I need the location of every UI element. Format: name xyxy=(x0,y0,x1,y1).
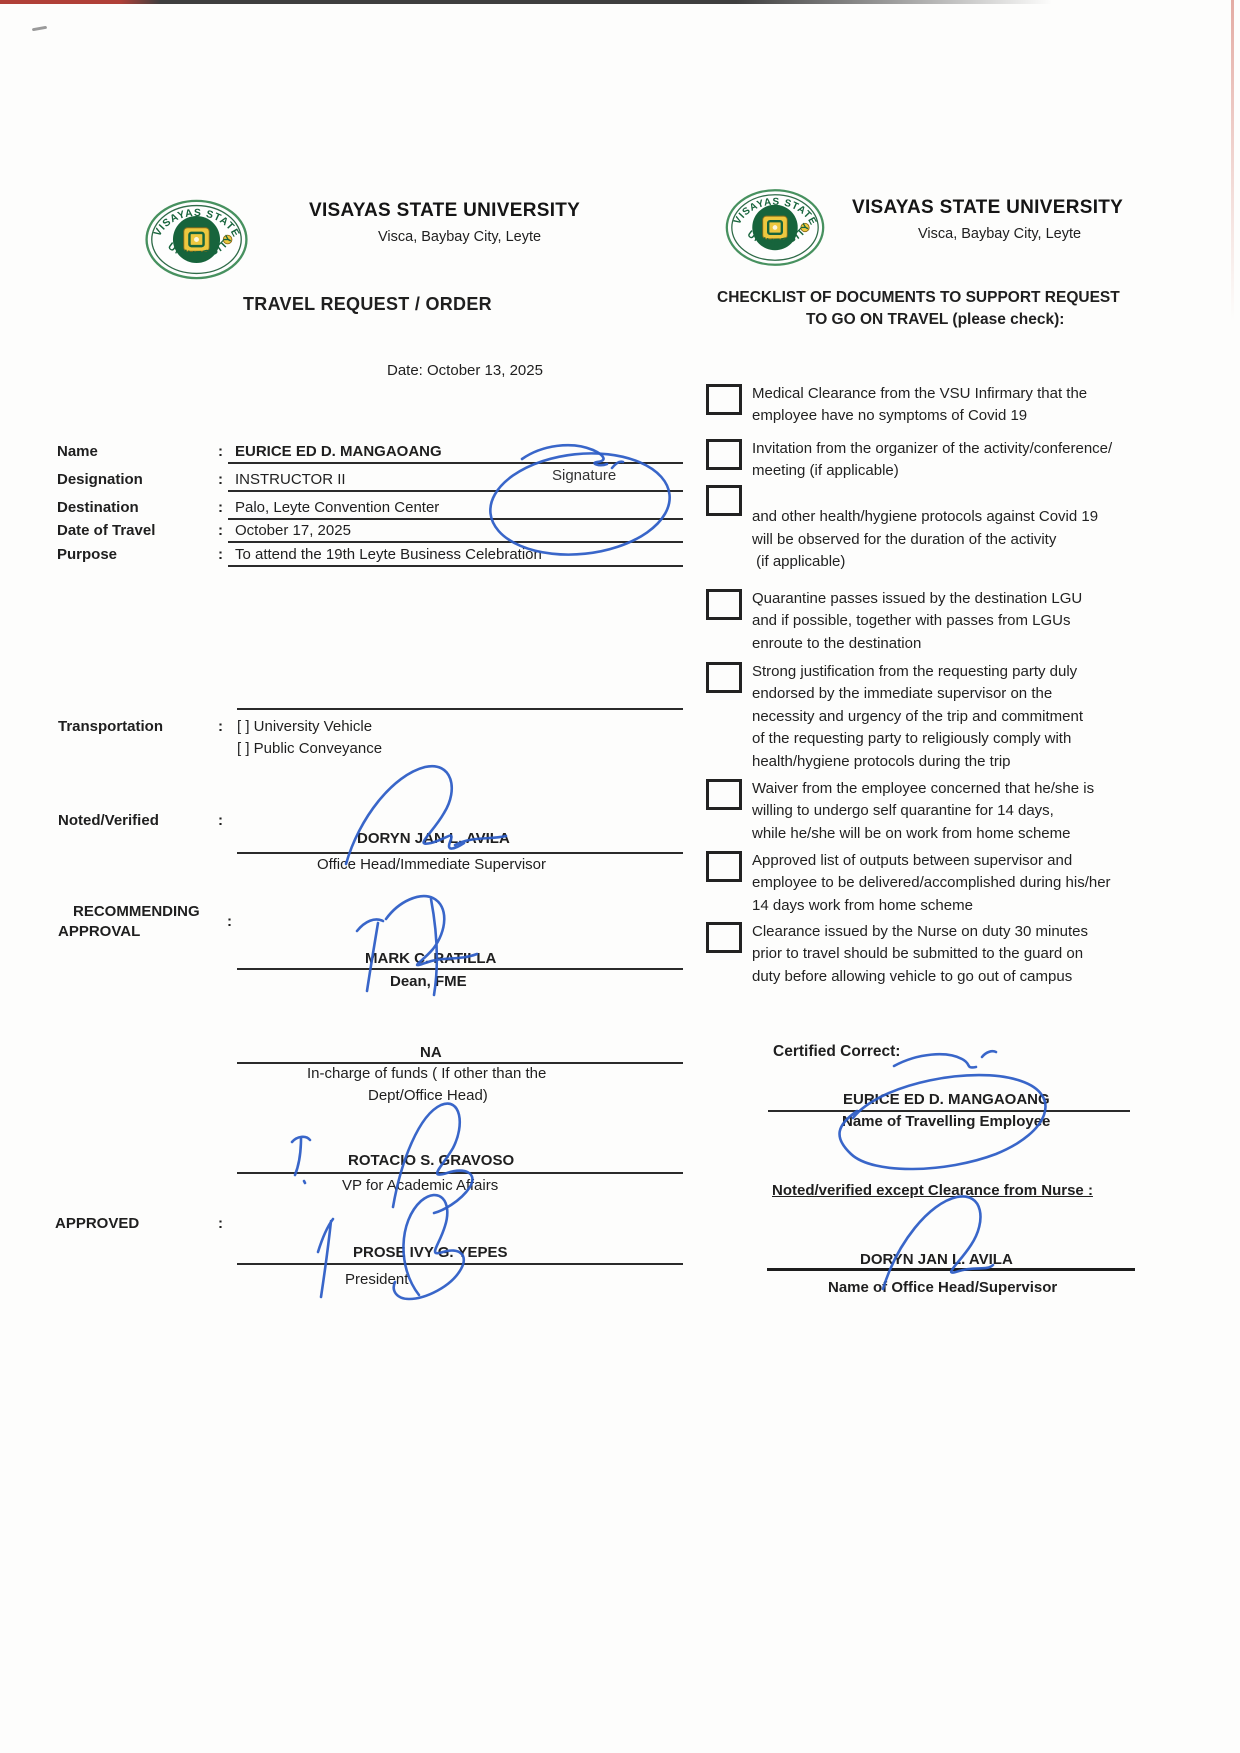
recommending-role: Dean, FME xyxy=(390,973,467,990)
noted-verified-label: Noted/Verified xyxy=(58,812,159,829)
scan-edge-artifact-right xyxy=(1231,0,1234,320)
transportation-label: Transportation xyxy=(58,718,164,735)
field-underline xyxy=(228,518,683,520)
field-colon: : xyxy=(218,812,223,829)
field-underline xyxy=(228,541,683,543)
recommending-label-line1: RECOMMENDING xyxy=(73,903,200,920)
certified-correct-label: Certified Correct: xyxy=(773,1043,901,1060)
field-label-designation: Designation xyxy=(57,471,143,488)
signature-line xyxy=(768,1110,1130,1112)
signature-squiggle-name-row xyxy=(522,445,623,468)
field-colon: : xyxy=(218,499,223,516)
checklist-item xyxy=(706,438,1146,483)
checkbox[interactable] xyxy=(706,485,742,516)
field-value-designation: INSTRUCTOR II xyxy=(235,471,346,488)
checkbox[interactable] xyxy=(706,662,742,693)
checklist-item-text: Strong justification from the requesting party duly endorsed by the immediate supervisor on the necessity and urgency of the trip and commitment of the requesting party to religiously comply with health/hygiene protocols during the trip xyxy=(752,663,1083,770)
checkbox[interactable] xyxy=(706,851,742,882)
date-line: Date: October 13, 2025 xyxy=(387,362,543,379)
noted-except-name: DORYN JAN L. AVILA xyxy=(860,1251,1013,1268)
funds-caption-line1: In-charge of funds ( If other than the xyxy=(307,1065,547,1082)
field-value-date-of-travel: October 17, 2025 xyxy=(235,522,351,539)
signature-doryn-avila-left xyxy=(346,766,506,864)
vsu-logo-left xyxy=(143,199,250,280)
university-address-right: Visca, Baybay City, Leyte xyxy=(918,226,1082,242)
vp-name: ROTACIO S. GRAVOSO xyxy=(348,1152,515,1169)
field-colon: : xyxy=(218,443,223,460)
field-underline xyxy=(228,565,683,567)
field-underline xyxy=(228,462,683,464)
field-value-destination: Palo, Leyte Convention Center xyxy=(235,499,440,516)
signature-line xyxy=(237,968,683,970)
field-colon: : xyxy=(218,1215,223,1232)
vsu-logo-right xyxy=(725,184,825,271)
signature-line xyxy=(237,1263,683,1265)
field-value-purpose: To attend the 19th Leyte Business Celebration xyxy=(235,546,542,563)
checklist-item xyxy=(706,484,1146,574)
approved-role: President xyxy=(345,1271,409,1288)
field-colon: : xyxy=(218,546,223,563)
signature-line xyxy=(237,852,683,854)
field-value-name: EURICE ED D. MANGAOANG xyxy=(235,443,442,460)
checklist-item-text: Clearance issued by the Nurse on duty 30 minutes prior to travel should be submitted to the guard on duty before allowing vehicle to go out of campus xyxy=(752,923,1089,985)
checkbox[interactable] xyxy=(706,589,742,620)
funds-caption-line2: Dept/Office Head) xyxy=(368,1087,488,1104)
noted-except-role: Name of Office Head/Supervisor xyxy=(828,1279,1058,1296)
university-name-right: VISAYAS STATE UNIVERSITY xyxy=(852,197,1124,218)
checklist-item xyxy=(706,921,1146,988)
checklist-item-text: Medical Clearance from the VSU Infirmary that the employee have no symptoms of Covid 19 xyxy=(752,385,1088,425)
checklist-item-text: and other health/hygiene protocols against Covid 19 will be observed for the duration of the activity (if applicable) xyxy=(752,508,1099,571)
approved-name: PROSE IVY G. YEPES xyxy=(353,1244,508,1261)
certified-name: EURICE ED D. MANGAOANG xyxy=(843,1091,1050,1108)
checklist-item xyxy=(706,661,1146,773)
checklist-item xyxy=(706,778,1146,845)
university-name-left: VISAYAS STATE UNIVERSITY xyxy=(309,200,581,221)
checkbox[interactable] xyxy=(706,779,742,810)
signature-line xyxy=(237,1172,683,1174)
noted-except-heading: Noted/verified except Clearance from Nurse : xyxy=(772,1182,1093,1199)
checkbox[interactable] xyxy=(706,439,742,470)
field-colon: : xyxy=(227,913,232,930)
checklist-title-line1: CHECKLIST OF DOCUMENTS TO SUPPORT REQUEST xyxy=(717,289,1120,306)
field-underline xyxy=(228,490,683,492)
transportation-rule xyxy=(237,708,683,710)
funds-value: NA xyxy=(420,1044,442,1061)
field-colon: : xyxy=(218,718,223,735)
approved-label: APPROVED xyxy=(55,1215,140,1232)
vp-role: VP for Academic Affairs xyxy=(342,1177,499,1194)
scan-edge-artifact-top xyxy=(0,0,1052,4)
checkbox[interactable] xyxy=(706,384,742,415)
checklist-item xyxy=(706,588,1146,655)
checklist-title-line2: TO GO ON TRAVEL (please check): xyxy=(806,311,1065,328)
recommending-label-line2: APPROVAL xyxy=(58,923,141,940)
checklist-item-text: Approved list of outputs between supervisor and employee to be delivered/accomplished during his/her 14 days work from home scheme xyxy=(752,852,1111,914)
field-label-destination: Destination xyxy=(57,499,139,516)
field-label-date-of-travel: Date of Travel xyxy=(57,522,156,539)
checklist-item-text: Quarantine passes issued by the destination LGU and if possible, together with passes from LGUs enroute to the destination xyxy=(752,590,1083,652)
checklist-item-text: Waiver from the employee concerned that he/she is willing to undergo self quarantine for 14 days, while he/she will be on work from home scheme xyxy=(752,780,1095,842)
field-label-name: Name xyxy=(57,443,98,460)
checklist-item xyxy=(706,383,1146,428)
form-title: TRAVEL REQUEST / ORDER xyxy=(243,294,492,314)
checkbox[interactable] xyxy=(706,922,742,953)
field-label-purpose: Purpose xyxy=(57,546,118,563)
signature-label: Signature xyxy=(552,467,617,484)
noted-verified-name: DORYN JAN L. AVILA xyxy=(357,830,510,847)
signature-line xyxy=(237,1062,683,1064)
recommending-name: MARK C. RATILLA xyxy=(365,950,497,967)
certified-role: Name of Travelling Employee xyxy=(842,1113,1051,1130)
pen-mark-artifact xyxy=(32,26,47,32)
checklist-item-text: Invitation from the organizer of the activity/conference/ meeting (if applicable) xyxy=(752,440,1113,480)
university-address-left: Visca, Baybay City, Leyte xyxy=(378,229,542,245)
signature-doryn-avila-right xyxy=(883,1196,993,1289)
field-colon: : xyxy=(218,522,223,539)
signature-line xyxy=(767,1268,1135,1271)
checklist-item xyxy=(706,850,1146,917)
transport-option-public-conveyance[interactable]: [ ] Public Conveyance xyxy=(237,740,383,757)
noted-verified-role: Office Head/Immediate Supervisor xyxy=(317,856,546,873)
field-colon: : xyxy=(218,471,223,488)
transport-option-university-vehicle[interactable]: [ ] University Vehicle xyxy=(237,718,373,735)
